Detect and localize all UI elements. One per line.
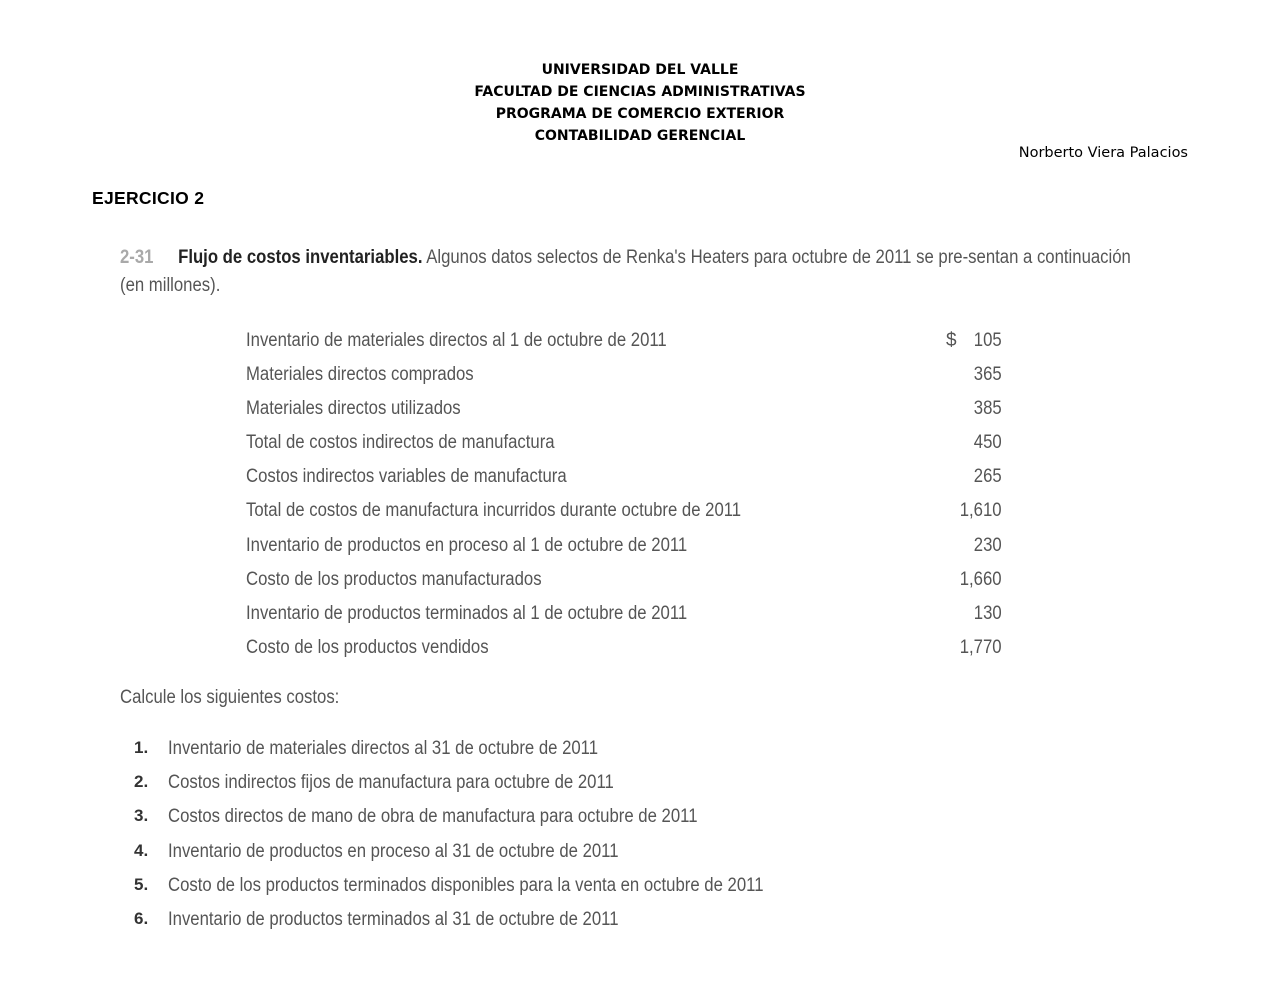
row-value: 365 [974,364,1002,386]
faculty-name: FACULTAD DE CIENCIAS ADMINISTRATIVAS [474,84,806,100]
row-label: Inventario de productos en proceso al 1 de octubre de 2011 [246,534,688,556]
row-label: Inventario de productos terminados al 1 de octubre de 2011 [246,602,688,624]
document-header [0,59,1280,147]
problem-title: Flujo de costos inventariables. [178,247,423,268]
cost-data-table [246,328,1002,669]
row-label: Materiales directos utilizados [246,398,461,420]
currency-symbol: $ [946,330,957,351]
table-row [246,498,1002,532]
row-value: 230 [974,534,1002,556]
question-text: Costos indirectos fijos de manufactura para octubre de 2011 [168,772,614,794]
table-row [246,464,1002,498]
problem-intro: Algunos datos selectos de Renka's Heaters para octubre de 2011 se pre-sentan a continuación (en millones). [120,247,1131,296]
problem-number: 2-31 [120,247,154,268]
university-name: UNIVERSIDAD DEL VALLE [541,62,739,78]
exercise-title: EJERCICIO 2 [92,188,205,208]
table-row [246,567,1002,601]
row-value: 1,660 [960,568,1002,590]
row-value: 1,610 [960,500,1002,522]
table-row [246,635,1002,669]
table-row [246,396,1002,430]
row-label: Total de costos de manufactura incurridos durante octubre de 2011 [246,500,742,522]
question-number: 6. [134,908,149,928]
question-text: Inventario de productos terminados al 31 de octubre de 2011 [168,908,619,930]
row-value: 265 [974,466,1002,488]
question-text: Inventario de materiales directos al 31 de octubre de 2011 [168,738,599,759]
problem-statement [120,244,1141,300]
row-label: Costo de los productos manufacturados [246,568,542,590]
question-text: Costo de los productos terminados disponibles para la venta en octubre de 2011 [168,874,764,896]
question-number: 5. [134,874,149,894]
author-name: Norberto Viera Palacios [1018,145,1188,161]
question-number: 4. [134,840,149,860]
question-text: Costos directos de mano de obra de manufactura para octubre de 2011 [168,806,698,828]
question-text: Inventario de productos en proceso al 31 de octubre de 2011 [168,840,619,862]
calculation-instructions: Calcule los siguientes costos: [120,687,340,708]
row-label: Total de costos indirectos de manufactura [246,432,555,454]
course-name: CONTABILIDAD GERENCIAL [534,128,746,144]
table-row [246,533,1002,567]
program-name: PROGRAMA DE COMERCIO EXTERIOR [495,106,785,122]
question-number: 1. [134,738,149,757]
row-label: Costos indirectos variables de manufactura [246,466,567,488]
row-value: 450 [974,432,1002,454]
question-number: 2. [134,772,149,792]
row-label: Costo de los productos vendidos [246,636,489,658]
question-number: 3. [134,806,149,826]
table-row [246,362,1002,396]
row-value: 130 [974,602,1002,624]
row-value: 385 [974,398,1002,420]
row-label: Materiales directos comprados [246,364,474,386]
table-row [246,430,1002,464]
row-value: 1,770 [960,636,1002,658]
row-label: Inventario de materiales directos al 1 de octubre de 2011 [246,330,667,351]
row-value: 105 [974,330,1002,351]
table-row [246,328,1002,362]
table-row [246,601,1002,635]
